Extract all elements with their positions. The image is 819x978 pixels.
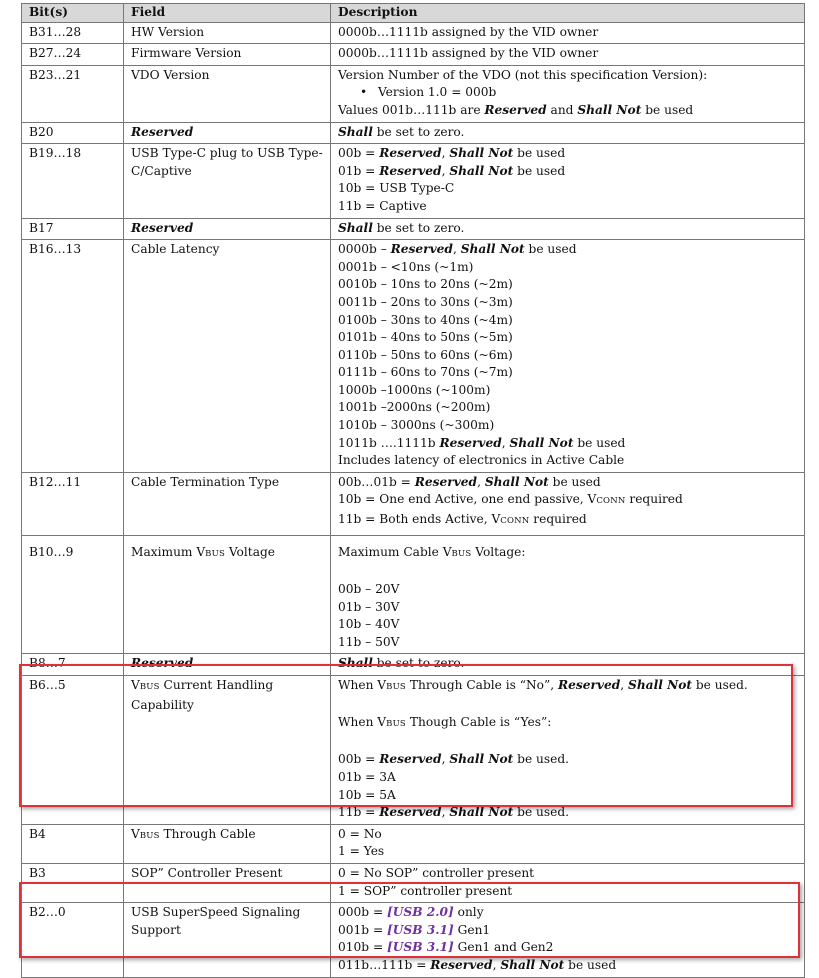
description-line: 00b = Reserved, Shall Not be used <box>338 146 566 161</box>
description-line: 11b – 50V <box>338 634 400 649</box>
bits-cell: B19…18 <box>22 144 124 218</box>
bits-cell: B10…9 <box>22 535 124 654</box>
description-line: 1011b ….1111b Reserved, Shall Not be used <box>338 435 626 450</box>
description-line: 1000b –1000ns (~100m) <box>338 382 491 397</box>
description-line: 000b = [USB 2.0] only <box>338 905 484 920</box>
description-line: 0 = No <box>338 826 382 841</box>
field-cell: VDO Version <box>124 65 331 122</box>
blank-line <box>338 563 799 581</box>
table-row <box>22 22 805 44</box>
description-cell <box>331 824 805 863</box>
bits-cell: B31…28 <box>22 22 124 44</box>
description-line: 00b = Reserved, Shall Not be used. <box>338 752 570 767</box>
field-cell <box>124 144 331 218</box>
description-line: 10b = One end Active, one end passive, VCONN required <box>338 492 683 507</box>
description-line: 0 = No SOP” controller present <box>338 865 535 880</box>
field-line: VBUS Current Handling <box>131 678 274 692</box>
description-line: 01b = Reserved, Shall Not be used <box>338 163 566 178</box>
description-line: Version Number of the VDO (not this specification Version): <box>338 67 708 82</box>
field-line: C/Captive <box>131 163 192 178</box>
description-line: 0000b…1111b assigned by the VID owner <box>338 24 599 39</box>
header-description: Description <box>331 4 805 23</box>
bits-cell: B20 <box>22 122 124 144</box>
description-line: 1 = SOP” controller present <box>338 883 513 898</box>
description-line: 0011b – 20ns to 30ns (~3m) <box>338 294 513 309</box>
table-row <box>22 676 805 825</box>
description-line: 11b = Reserved, Shall Not be used. <box>338 805 570 820</box>
table-row <box>22 240 805 473</box>
description-line: Shall be set to zero. <box>338 220 465 235</box>
spec-table <box>21 3 805 978</box>
description-line: When VBUS Through Cable is “No”, Reserved, Shall Not be used. <box>338 678 748 692</box>
description-line: 0110b – 50ns to 60ns (~6m) <box>338 347 513 362</box>
table-row <box>22 535 805 654</box>
field-cell: SOP” Controller Present <box>124 863 331 902</box>
field-cell: Maximum VBUS Voltage <box>124 535 331 654</box>
table-row <box>22 65 805 122</box>
description-line: Shall be set to zero. <box>338 124 465 139</box>
usb-3-1-reference-link[interactable]: [USB 3.1] <box>387 922 454 937</box>
bits-cell: B2…0 <box>22 903 124 977</box>
description-line: 1001b –2000ns (~200m) <box>338 400 491 415</box>
description-line: 010b = [USB 3.1] Gen1 and Gen2 <box>338 940 554 955</box>
table-row <box>22 44 805 66</box>
description-line: Shall be set to zero. <box>338 656 465 671</box>
description-cell <box>331 654 805 676</box>
field-cell: Reserved <box>124 218 331 240</box>
field-cell: Cable Termination Type <box>124 472 331 535</box>
table-row <box>22 824 805 863</box>
bits-cell: B17 <box>22 218 124 240</box>
header-bits: Bit(s) <box>22 4 124 23</box>
usb-2-0-reference-link[interactable]: [USB 2.0] <box>387 905 454 920</box>
description-cell <box>331 903 805 977</box>
bits-cell: B4 <box>22 824 124 863</box>
description-line: 01b – 30V <box>338 599 400 614</box>
field-cell: VBUS Through Cable <box>124 824 331 863</box>
table-row <box>22 863 805 902</box>
bullet-icon: • <box>360 85 368 100</box>
field-cell: HW Version <box>124 22 331 44</box>
table-row <box>22 144 805 218</box>
bits-cell: B12…11 <box>22 472 124 535</box>
description-line: 0000b…1111b assigned by the VID owner <box>338 46 599 61</box>
table-row <box>22 654 805 676</box>
description-cell <box>331 22 805 44</box>
description-line: 10b – 40V <box>338 617 400 632</box>
description-cell <box>331 144 805 218</box>
bits-cell: B23…21 <box>22 65 124 122</box>
field-cell: Reserved <box>124 654 331 676</box>
description-line: 0010b – 10ns to 20ns (~2m) <box>338 277 513 292</box>
description-line: 1010b – 3000ns (~300m) <box>338 418 495 433</box>
bits-cell: B6…5 <box>22 676 124 825</box>
table-row <box>22 122 805 144</box>
bullet-line <box>338 84 799 102</box>
field-cell: Reserved <box>124 122 331 144</box>
field-cell <box>124 903 331 977</box>
description-line: 0101b – 40ns to 50ns (~5m) <box>338 330 513 345</box>
blank-line <box>338 734 799 752</box>
table-row <box>22 903 805 977</box>
description-cell <box>331 65 805 122</box>
description-line: 00b…01b = Reserved, Shall Not be used <box>338 474 601 489</box>
table-row <box>22 218 805 240</box>
field-cell <box>124 676 331 825</box>
description-line: When VBUS Though Cable is “Yes”: <box>338 715 552 730</box>
description-line: 10b = USB Type-C <box>338 181 455 196</box>
description-line: 1 = Yes <box>338 844 385 859</box>
description-cell <box>331 44 805 66</box>
description-line: 0100b – 30ns to 40ns (~4m) <box>338 312 513 327</box>
description-line: 01b = 3A <box>338 769 396 784</box>
description-line: Includes latency of electronics in Active Cable <box>338 453 625 468</box>
blank-line <box>338 697 799 715</box>
description-cell <box>331 535 805 654</box>
description-line: 11b = Captive <box>338 198 427 213</box>
description-cell <box>331 472 805 535</box>
description-cell <box>331 863 805 902</box>
description-line: 0111b – 60ns to 70ns (~7m) <box>338 365 513 380</box>
bits-cell: B16…13 <box>22 240 124 473</box>
field-cell: Cable Latency <box>124 240 331 473</box>
field-line: USB Type-C plug to USB Type- <box>131 146 323 161</box>
table-row <box>22 472 805 535</box>
description-cell <box>331 218 805 240</box>
description-line: Maximum Cable VBUS Voltage: <box>338 544 526 559</box>
header-field: Field <box>124 4 331 23</box>
description-line: 00b – 20V <box>338 582 400 597</box>
description-line: 011b…111b = Reserved, Shall Not be used <box>338 957 617 972</box>
description-cell <box>331 122 805 144</box>
description-line: 0000b – Reserved, Shall Not be used <box>338 242 577 257</box>
bits-cell: B3 <box>22 863 124 902</box>
description-line: 10b = 5A <box>338 787 396 802</box>
bits-cell: B8…7 <box>22 654 124 676</box>
bits-cell: B27…24 <box>22 44 124 66</box>
usb-3-1-reference-link[interactable]: [USB 3.1] <box>387 940 454 955</box>
description-cell <box>331 676 805 825</box>
field-line: USB SuperSpeed Signaling <box>131 905 301 920</box>
description-line: Values 001b…111b are Reserved and Shall Not be used <box>338 102 694 117</box>
field-line: Capability <box>131 697 194 712</box>
field-line: Support <box>131 922 181 937</box>
field-cell: Firmware Version <box>124 44 331 66</box>
bullet-text: Version 1.0 = 000b <box>378 85 497 100</box>
description-line: 11b = Both ends Active, VCONN required <box>338 512 587 527</box>
description-line: 001b = [USB 3.1] Gen1 <box>338 922 491 937</box>
description-cell <box>331 240 805 473</box>
table-header-row <box>22 4 805 23</box>
description-line: 0001b – <10ns (~1m) <box>338 259 474 274</box>
